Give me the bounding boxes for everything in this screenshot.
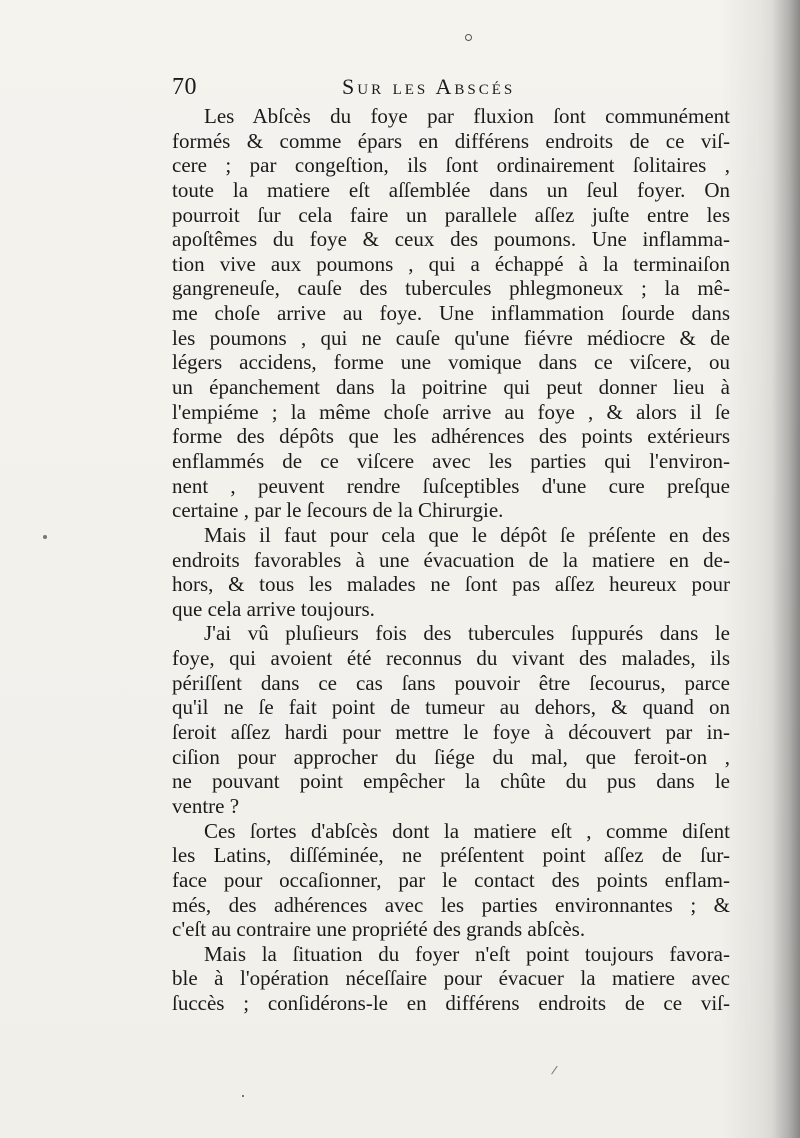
page-number: 70 <box>172 74 197 100</box>
bottom-ink-mark <box>242 1095 244 1097</box>
text-line: enflammés de ce viſcere avec les parties qui l'environ- <box>172 448 730 473</box>
text-line: toute la matiere eſt aſſemblée dans un ſeul foyer. On <box>172 177 730 202</box>
text-line: périſſent dans ce cas ſans pouvoir être ſecourus, parce <box>172 670 730 695</box>
lower-ink-mark <box>551 1066 566 1081</box>
text-line: nent , peuvent rendre ſuſceptibles d'une cure preſque <box>172 473 730 498</box>
text-line: J'ai vû pluſieurs fois des tubercules ſuppurés dans le <box>204 621 730 646</box>
text-line: face pour occaſionner, par le contact des points enflam- <box>172 867 730 892</box>
text-line: tion vive aux poumons , qui a échappé à la terminaiſon <box>172 251 730 276</box>
text-line: que cela arrive toujours. <box>172 596 375 621</box>
page-gutter-shadow <box>772 0 800 1138</box>
text-line: formés & comme épars en différens endroits de ce viſ- <box>172 128 730 153</box>
text-line: me choſe arrive au foye. Une inflammation ſourde dans <box>172 301 730 326</box>
text-line: les Latins, diſſéminée, ne préſentent point aſſez de ſur- <box>172 843 730 868</box>
text-line: foye, qui avoient été reconnus du vivant des malades, ils <box>172 646 730 671</box>
text-line: més, des adhérences avec les parties environnantes ; & <box>172 892 730 917</box>
text-line: qu'il ne ſe fait point de tumeur au dehors, & quand on <box>172 695 730 720</box>
text-line: cere ; par congeſtion, ils ſont ordinairement ſolitaires , <box>172 153 730 178</box>
text-line: Les Abſcès du foye par fluxion ſont communément <box>204 104 730 128</box>
text-line: l'empiéme ; la même choſe arrive au foye , & alors il ſe <box>172 399 730 424</box>
page-header <box>172 74 732 104</box>
text-line: ne pouvant point empêcher la chûte du pus dans le <box>172 769 730 794</box>
text-line: les poumons , qui ne cauſe qu'une fiévre médiocre & de <box>172 325 730 350</box>
text-line: forme des dépôts que les adhérences des points extérieurs <box>172 424 730 449</box>
text-line: gangreneuſe, cauſe des tubercules phlegmoneux ; la mê- <box>172 276 730 301</box>
text-line: pourroit ſur cela faire un parallele aſſez juſte entre les <box>172 202 730 227</box>
text-line: c'eſt au contraire une propriété des grands abſcès. <box>172 917 586 942</box>
text-line: certaine , par le ſecours de la Chirurgie. <box>172 498 504 523</box>
margin-ink-dot <box>43 535 47 539</box>
text-line: ſuccès ; conſidérons-le en différens endroits de ce viſ- <box>172 991 730 1016</box>
top-ink-mark <box>465 34 472 41</box>
text-line: ciſion pour approcher du ſiége du mal, que feroit-on , <box>172 744 730 769</box>
text-line: Mais il faut pour cela que le dépôt ſe préſente en des <box>204 522 730 547</box>
running-title: Sur les Abscés <box>342 74 516 99</box>
text-line: ble à l'opération néceſſaire pour évacuer la matiere avec <box>172 966 730 991</box>
text-line: un épanchement dans la poitrine qui peut donner lieu à <box>172 375 730 400</box>
text-line: Mais la ſituation du foyer n'eſt point toujours favora- <box>204 941 730 966</box>
text-line: ſeroit aſſez hardi pour mettre le foye à découvert par in- <box>172 720 730 745</box>
text-line: hors, & tous les malades ne ſont pas aſſez heureux pour <box>172 572 730 597</box>
text-line: endroits favorables à une évacuation de la matiere en de- <box>172 547 730 572</box>
text-line: légers accidens, forme une vomique dans ce viſcere, ou <box>172 350 730 375</box>
text-line: ventre ? <box>172 793 240 818</box>
text-line: apoſtêmes du foye & ceux des poumons. Une inflamma- <box>172 227 730 252</box>
body-text <box>172 104 730 1016</box>
text-line: Ces ſortes d'abſcès dont la matiere eſt , comme diſent <box>204 818 730 843</box>
